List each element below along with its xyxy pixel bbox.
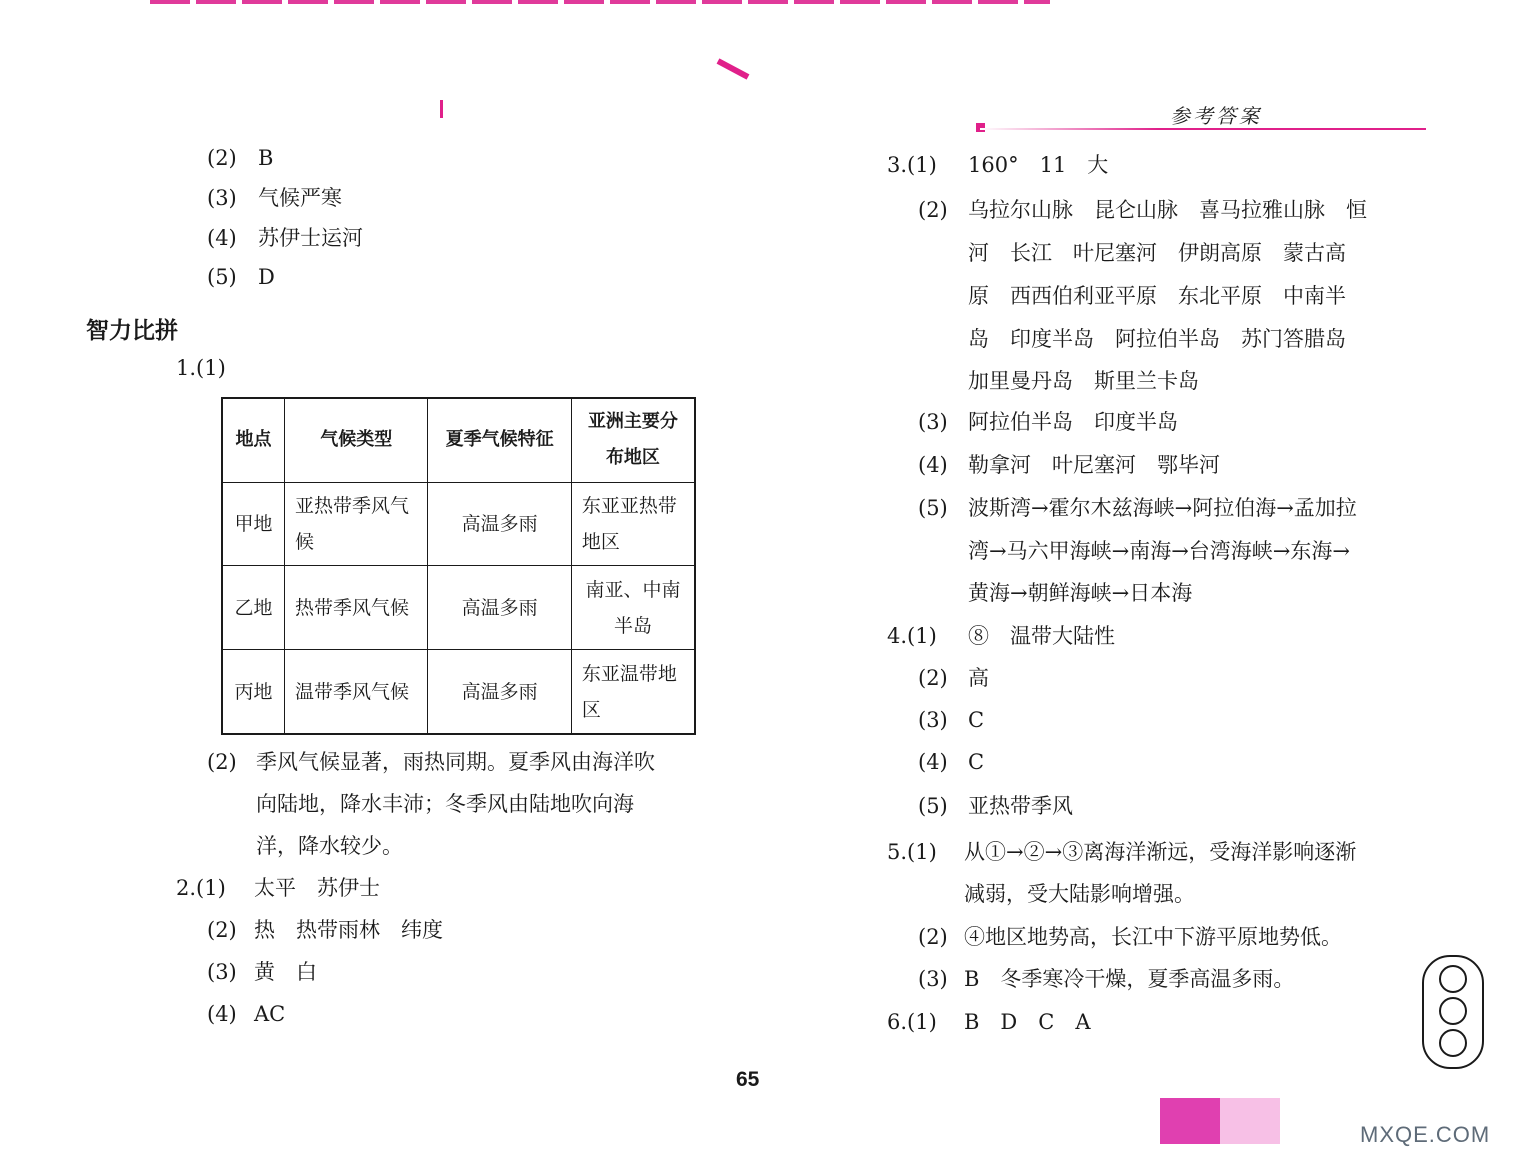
table-row [222, 650, 695, 734]
answer-line: 季风气候显著，雨热同期。夏季风由海洋吹 [256, 750, 655, 774]
bottom-decorative-bar [1160, 1098, 1370, 1144]
answer-line: 从①→②→③离海洋渐远，受海洋影响逐渐 [964, 840, 1357, 864]
table-cell: 高温多雨 [428, 650, 571, 734]
answer-line: 洋，降水较少。 [256, 834, 403, 858]
answer-line: 岛 印度半岛 阿拉伯半岛 苏门答腊岛 [968, 327, 1346, 351]
table-cell: 甲地 [222, 482, 285, 566]
table-cell: 东亚亚热带地区 [571, 482, 695, 566]
table-header-row [222, 398, 695, 482]
answer-num: (2) [918, 925, 948, 949]
answer-text: D [258, 265, 275, 289]
table-row [222, 482, 695, 566]
answer-num: (2) [918, 666, 948, 690]
answer-line: 减弱，受大陆影响增强。 [964, 882, 1195, 906]
answer-text: 勒拿河 叶尼塞河 鄂毕河 [968, 453, 1220, 477]
answer-line: 河 长江 叶尼塞河 伊朗高原 蒙古高 [968, 241, 1346, 265]
answer-text: 阿拉伯半岛 印度半岛 [968, 410, 1178, 434]
answer-text: C [968, 708, 985, 732]
table-row [222, 566, 695, 650]
answer-line: 加里曼丹岛 斯里兰卡岛 [968, 369, 1199, 393]
answer-num: (4) [918, 750, 948, 774]
answer-text: 热 热带雨林 纬度 [254, 918, 443, 942]
answer-num: (2) [207, 146, 237, 170]
answer-text: ⑧ 温带大陆性 [968, 624, 1115, 648]
question-label: 6.(1) [887, 1010, 937, 1034]
answer-line: 湾→马六甲海峡→南海→台湾海峡→东海→ [968, 539, 1350, 563]
answer-num: (4) [207, 226, 237, 250]
answer-text: 黄 白 [254, 960, 317, 984]
answer-num: (5) [207, 265, 237, 289]
climate-table [221, 397, 696, 735]
watermark-logo: MXQE.COM [1360, 1122, 1491, 1147]
table-cell: 东亚温带地区 [571, 650, 695, 734]
answer-text: 苏伊士运河 [258, 226, 363, 250]
answer-num: (2) [207, 750, 237, 774]
table-cell: 高温多雨 [428, 482, 571, 566]
answer-text: B D C A [964, 1010, 1091, 1034]
answer-text: 高 [968, 666, 989, 690]
table-cell: 乙地 [222, 566, 285, 650]
answer-num: (5) [918, 496, 948, 520]
table-header-cell: 地点 [222, 398, 285, 482]
question-label: 5.(1) [887, 840, 937, 864]
answer-line: 原 西西伯利亚平原 东北平原 中南半 [968, 284, 1346, 308]
table-cell: 丙地 [222, 650, 285, 734]
answer-line: 波斯湾→霍尔木兹海峡→阿拉伯海→孟加拉 [968, 496, 1357, 520]
traffic-light-icon [1422, 955, 1484, 1069]
table-header-cell: 气候类型 [285, 398, 428, 482]
table-cell: 亚热带季风气候 [285, 482, 428, 566]
table-cell: 高温多雨 [428, 566, 571, 650]
answer-text: B 冬季寒冷干燥，夏季高温多雨。 [964, 967, 1295, 991]
question-label: 2.(1) [176, 876, 226, 900]
answer-num: (2) [918, 198, 948, 222]
answer-text: 气候严寒 [258, 186, 342, 210]
answer-num: (3) [207, 186, 237, 210]
answer-text: 亚热带季风 [968, 794, 1073, 818]
answer-line: 黄海→朝鲜海峡→日本海 [968, 581, 1193, 605]
top-decorative-bar [150, 0, 1050, 4]
answer-num: (4) [918, 453, 948, 477]
question-label: 1.(1) [176, 356, 226, 380]
table-cell: 温带季风气候 [285, 650, 428, 734]
table-header-cell: 夏季气候特征 [428, 398, 571, 482]
answer-num: (2) [207, 918, 237, 942]
answer-line: 向陆地，降水丰沛；冬季风由陆地吹向海 [256, 792, 634, 816]
page-header-title: 参考答案 [1170, 104, 1262, 128]
answer-num: (3) [918, 967, 948, 991]
pink-arrow-mark [717, 58, 750, 79]
answer-text: ④地区地势高，长江中下游平原地势低。 [964, 925, 1342, 949]
page-number: 65 [736, 1068, 760, 1091]
answer-text: AC [254, 1002, 286, 1026]
question-label: 3.(1) [887, 153, 937, 177]
table-header-cell: 亚洲主要分布地区 [571, 398, 695, 482]
answer-num: (4) [207, 1002, 237, 1026]
answer-text: 160° 11 大 [968, 153, 1109, 177]
answer-num: (3) [207, 960, 237, 984]
table-cell: 南亚、中南半岛 [571, 566, 695, 650]
answer-num: (5) [918, 794, 948, 818]
pink-tick-mark [440, 100, 443, 118]
answer-num: (3) [918, 410, 948, 434]
question-label: 4.(1) [887, 624, 937, 648]
answer-text: C [968, 750, 985, 774]
answer-text: 太平 苏伊士 [254, 876, 380, 900]
answer-text: B [258, 146, 274, 170]
table-cell: 热带季风气候 [285, 566, 428, 650]
section-title: 智力比拼 [86, 317, 178, 344]
answer-num: (3) [918, 708, 948, 732]
answer-line: 乌拉尔山脉 昆仑山脉 喜马拉雅山脉 恒 [968, 198, 1367, 222]
